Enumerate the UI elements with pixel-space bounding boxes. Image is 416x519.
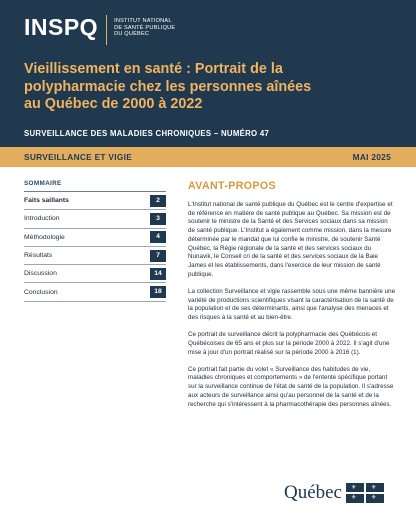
fleur-de-lis-icon: ⚜ <box>351 495 357 501</box>
institute-line: DU QUÉBEC <box>114 31 150 37</box>
inspq-logo: INSPQ <box>24 14 99 40</box>
paragraph: La collection Surveillance et vigie rassemble sous une même bannière une variété de productions scientifiques visant la caractérisation de la santé de la population et de ses déterminants, ainsi que l'analyse des menaces et des risques à la santé et au bien-être. <box>188 287 396 321</box>
toc-page-number: 2 <box>150 195 166 207</box>
inspq-logo-block <box>24 15 175 45</box>
toc-page-number: 18 <box>150 286 166 298</box>
toc-item-conclusion[interactable] <box>24 283 166 301</box>
quebec-wordmark: Québec <box>283 482 342 503</box>
series-subtitle: SURVEILLANCE DES MALADIES CHRONIQUES – NUMÉRO 47 <box>24 129 270 138</box>
toc-page-number: 14 <box>150 268 166 280</box>
toc-item-faits-saillants[interactable] <box>24 192 166 210</box>
toc-page-number: 7 <box>150 250 166 262</box>
fleur-de-lis-icon: ⚜ <box>371 485 377 491</box>
logo-divider <box>106 15 107 45</box>
toc-item-introduction[interactable] <box>24 210 166 228</box>
section-title: AVANT-PROPOS <box>188 180 276 192</box>
paragraph: Ce portrait de surveillance décrit la polypharmacie des Québécois et Québécoises de 65 ans et plus sur la période 2000 à 2022. Il s'agit d'une mise à jour d'un portrait réalisé sur la période 2000 à 2016 (1). <box>188 331 390 356</box>
toc-item-label: Conclusion <box>24 288 58 296</box>
collection-name: SURVEILLANCE ET VIGIE <box>24 152 133 162</box>
toc-heading: SOMMAIRE <box>24 180 166 192</box>
toc-page-number: 3 <box>150 213 166 225</box>
table-of-contents <box>24 180 166 302</box>
collection-band <box>0 147 416 167</box>
toc-item-label: Résultats <box>24 252 53 260</box>
publication-date: MAI 2025 <box>352 152 391 162</box>
toc-item-resultats[interactable] <box>24 247 166 265</box>
foreword-section <box>188 180 396 418</box>
toc-item-label: Discussion <box>24 270 57 278</box>
toc-item-label: Introduction <box>24 215 60 223</box>
paragraph: L'Institut national de santé publique du Québec est le centre d'expertise et de référence en matière de santé publique au Québec. Sa mission est de soutenir le ministre de la Santé et des Services sociaux dans sa mission de santé publique. L'Institut a également comme mission, dans la mesure déterminée par le mandat que lui confie le ministre, de soutenir Santé Québec, la Régie régionale de la santé et des services sociaux du Nunavik, le Conseil cri de la santé et des services sociaux de la Baie James et les établissements, dans l'exercice de leur mission de santé publique. <box>188 201 393 278</box>
institute-name <box>114 18 175 38</box>
paragraph: Ce portrait fait partie du volet « Surveillance des habitudes de vie, maladies chroniques et comportements » de l'entente spécifique portant sur la surveillance continue de l'état de santé de la population. Il s'adresse aux acteurs de surveillance ainsi qu'au personnel de la santé et de la recherche qui s'intéressent à la pharmacothérapie des personnes aînées. <box>188 365 394 408</box>
toc-item-methodologie[interactable] <box>24 229 166 247</box>
document-title: Vieillissement en santé : Portrait de la polypharmacie chez les personnes aînées au Québec de 2000 à 2022 <box>24 61 312 112</box>
institute-line: DE SANTÉ PUBLIQUE <box>114 24 176 31</box>
quebec-government-logo <box>284 483 384 503</box>
toc-item-label: Méthodologie <box>24 233 65 241</box>
toc-page-number: 4 <box>150 231 166 243</box>
quebec-flag-icon <box>346 483 384 503</box>
toc-item-discussion[interactable] <box>24 265 166 283</box>
header-banner <box>0 0 416 148</box>
toc-item-label: Faits saillants <box>24 197 69 205</box>
fleur-de-lis-icon: ⚜ <box>371 495 377 501</box>
institute-line: INSTITUT NATIONAL <box>114 18 172 24</box>
fleur-de-lis-icon: ⚜ <box>351 485 357 491</box>
